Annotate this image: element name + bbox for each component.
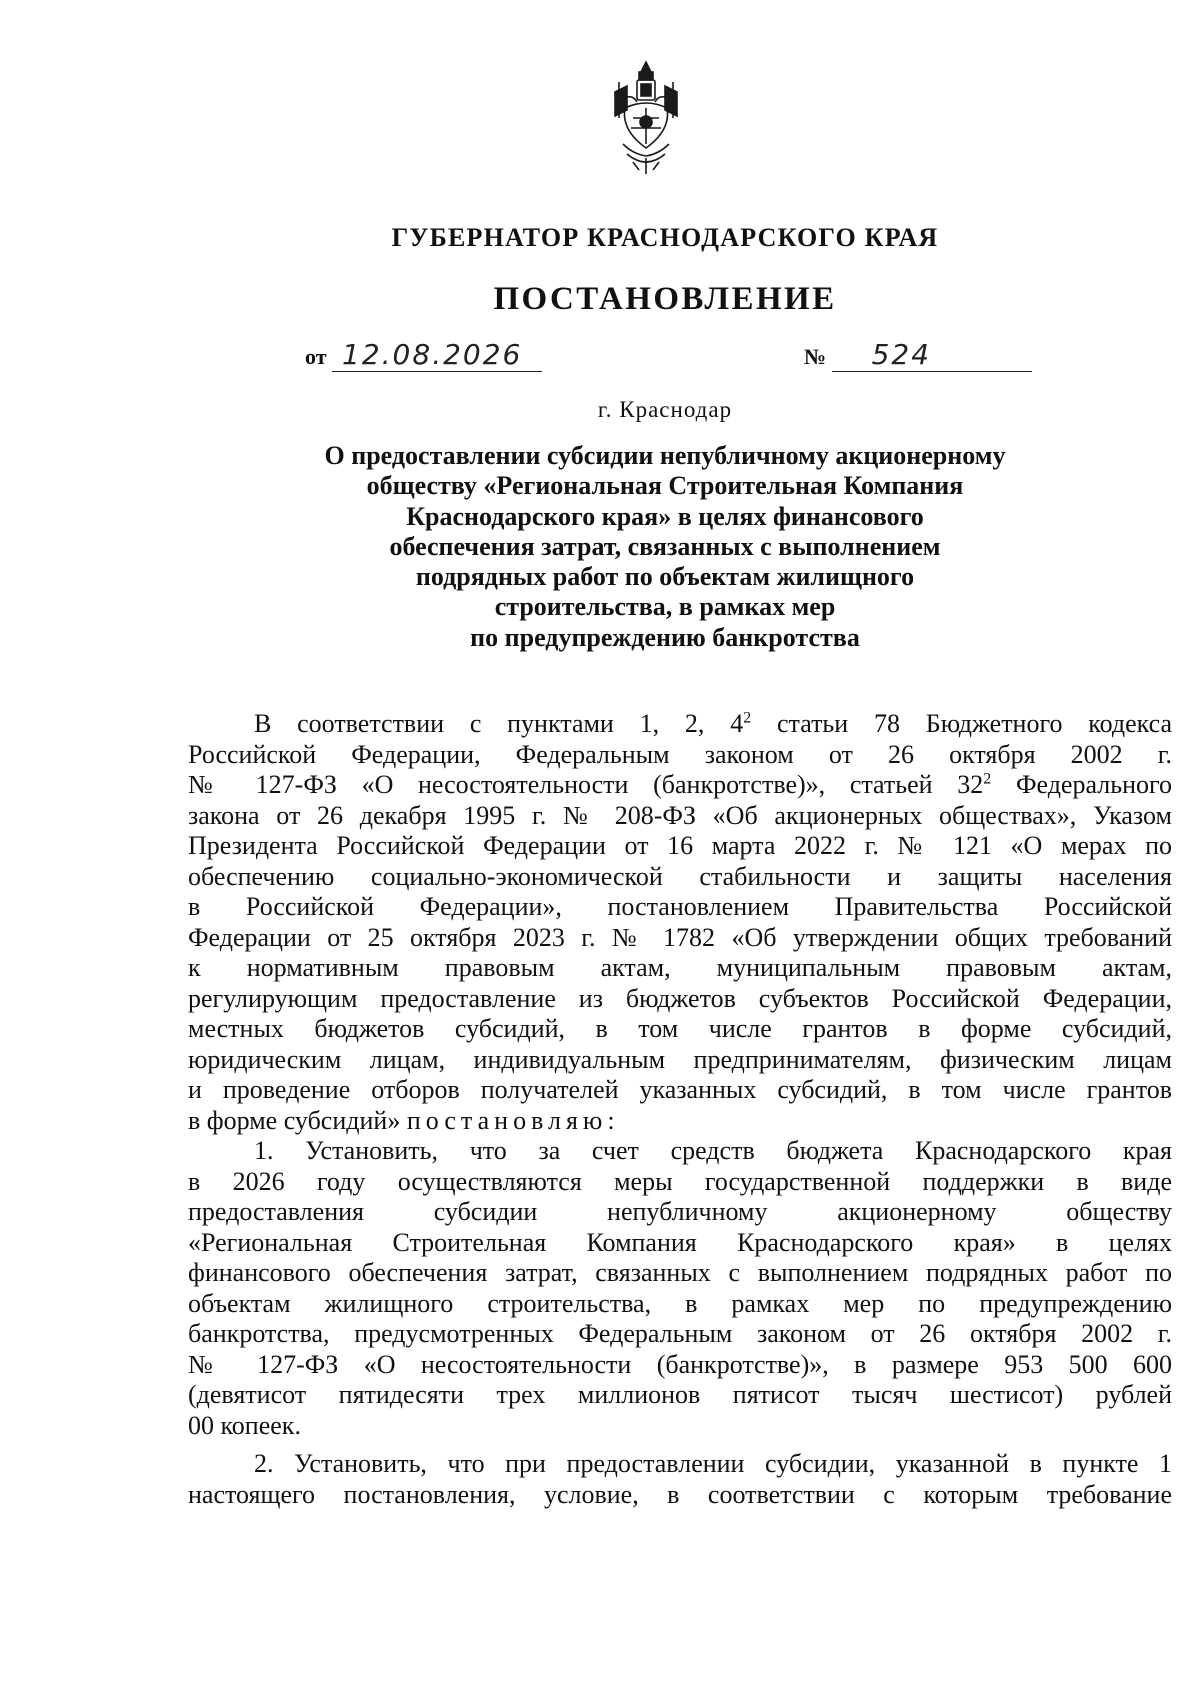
preamble-line: Федерации от 25 октября 2023 г. № 1782 «Об утверждении общих требований — [188, 922, 1172, 952]
title-line: Краснодарского края» в целях финансового — [406, 501, 924, 531]
preamble-line: Российской Федерации, Федеральным законом от 26 октября 2002 г. — [188, 739, 1172, 769]
item1-line: «Региональная Строительная Компания Краснодарского края» в целях — [188, 1227, 1172, 1257]
document-title — [250, 441, 1080, 653]
date-value: 12.08.2026 — [342, 338, 523, 371]
preamble-line: В соответствии с пунктами 1, 2, $4^2$ статьи 78 Бюджетного кодекса — [254, 709, 1172, 738]
item1-line: банкротства, предусмотренных Федеральным законом от 26 октября 2002 г. — [188, 1319, 1172, 1348]
preamble-line: № 127-ФЗ «О несостоятельности (банкротстве)», статьей $32^2$ Федерального — [188, 770, 1172, 799]
title-line: по предупреждению банкротства — [470, 622, 860, 652]
city: г. Краснодар — [597, 397, 733, 422]
item1-line: объектам жилищного строительства, в рамках мер по предупреждению — [188, 1288, 1172, 1318]
item1-line: в 2026 году осуществляются меры государственной поддержки в виде — [188, 1166, 1172, 1196]
preamble-line: и проведение отборов получателей указанных субсидий, в том числе грантов — [188, 1075, 1172, 1104]
date-field — [332, 338, 542, 372]
item1-line: предоставления субсидии непубличному акционерному обществу — [188, 1197, 1172, 1226]
preamble-line: обеспечению социально-экономической стабильности и защиты населения — [188, 861, 1172, 891]
preamble-line: закона от 26 декабря 1995 г. № 208-ФЗ «Об акционерных обществах», Указом — [188, 800, 1172, 830]
title-line: подрядных работ по объектам жилищного — [415, 562, 915, 592]
title-line: строительства, в рамках мер — [494, 592, 836, 622]
preamble-line — [188, 1106, 1172, 1137]
item1-line: финансового обеспечения затрат, связанных с выполнением подрядных работ по — [188, 1258, 1172, 1287]
decree-word: постановляю: — [406, 1105, 620, 1135]
date-row — [305, 338, 542, 372]
preamble-line: Президента Российской Федерации от 16 марта 2022 г. № 121 «О мерах по — [188, 831, 1172, 860]
document-type: ПОСТАНОВЛЕНИЕ — [493, 281, 837, 317]
title-line: обществу «Региональная Строительная Компания — [366, 471, 964, 501]
item2-line: настоящего постановления, условие, в соответствии с которым требование — [188, 1479, 1172, 1509]
preamble-end: в форме субсидий» — [188, 1105, 401, 1135]
item1-line: (девятисот пятидесяти трех миллионов пятисот тысяч шестисот) рублей — [188, 1380, 1172, 1409]
issuing-authority: ГУБЕРНАТОР КРАСНОДАРСКОГО КРАЯ — [391, 223, 939, 252]
document-body — [188, 709, 1172, 1510]
preamble-line: регулирующим предоставление из бюджетов субъектов Российской Федерации, — [188, 983, 1172, 1013]
title-line: О предоставлении субсидии непубличному акционерному — [324, 441, 1006, 470]
date-label: от — [305, 344, 327, 369]
number-label: № — [804, 344, 827, 369]
item2-line: 2. Установить, что при предоставлении субсидии, указанной в пункте 1 — [254, 1449, 1172, 1478]
item1-line: 1. Установить, что за счет средств бюджета Краснодарского края — [254, 1136, 1172, 1165]
number-value: 524 — [871, 338, 932, 371]
coat-of-arms-emblem — [603, 58, 689, 178]
item1-line: 00 копеек. — [188, 1410, 301, 1440]
item1-line: № 127-ФЗ «О несостоятельности (банкротстве)», в размере 953 500 600 — [188, 1349, 1172, 1379]
title-line: обеспечения затрат, связанных с выполнением — [389, 531, 941, 561]
preamble-line: в Российской Федерации», постановлением Правительства Российской — [188, 892, 1172, 921]
preamble-line: юридическим лицам, индивидуальным предпринимателям, физическим лицам — [188, 1044, 1172, 1074]
number-row — [804, 338, 1032, 372]
preamble-line: к нормативным правовым актам, муниципальным правовым актам, — [188, 953, 1172, 982]
number-field — [832, 338, 1032, 372]
preamble-line: местных бюджетов субсидий, в том числе грантов в форме субсидий, — [188, 1014, 1172, 1043]
